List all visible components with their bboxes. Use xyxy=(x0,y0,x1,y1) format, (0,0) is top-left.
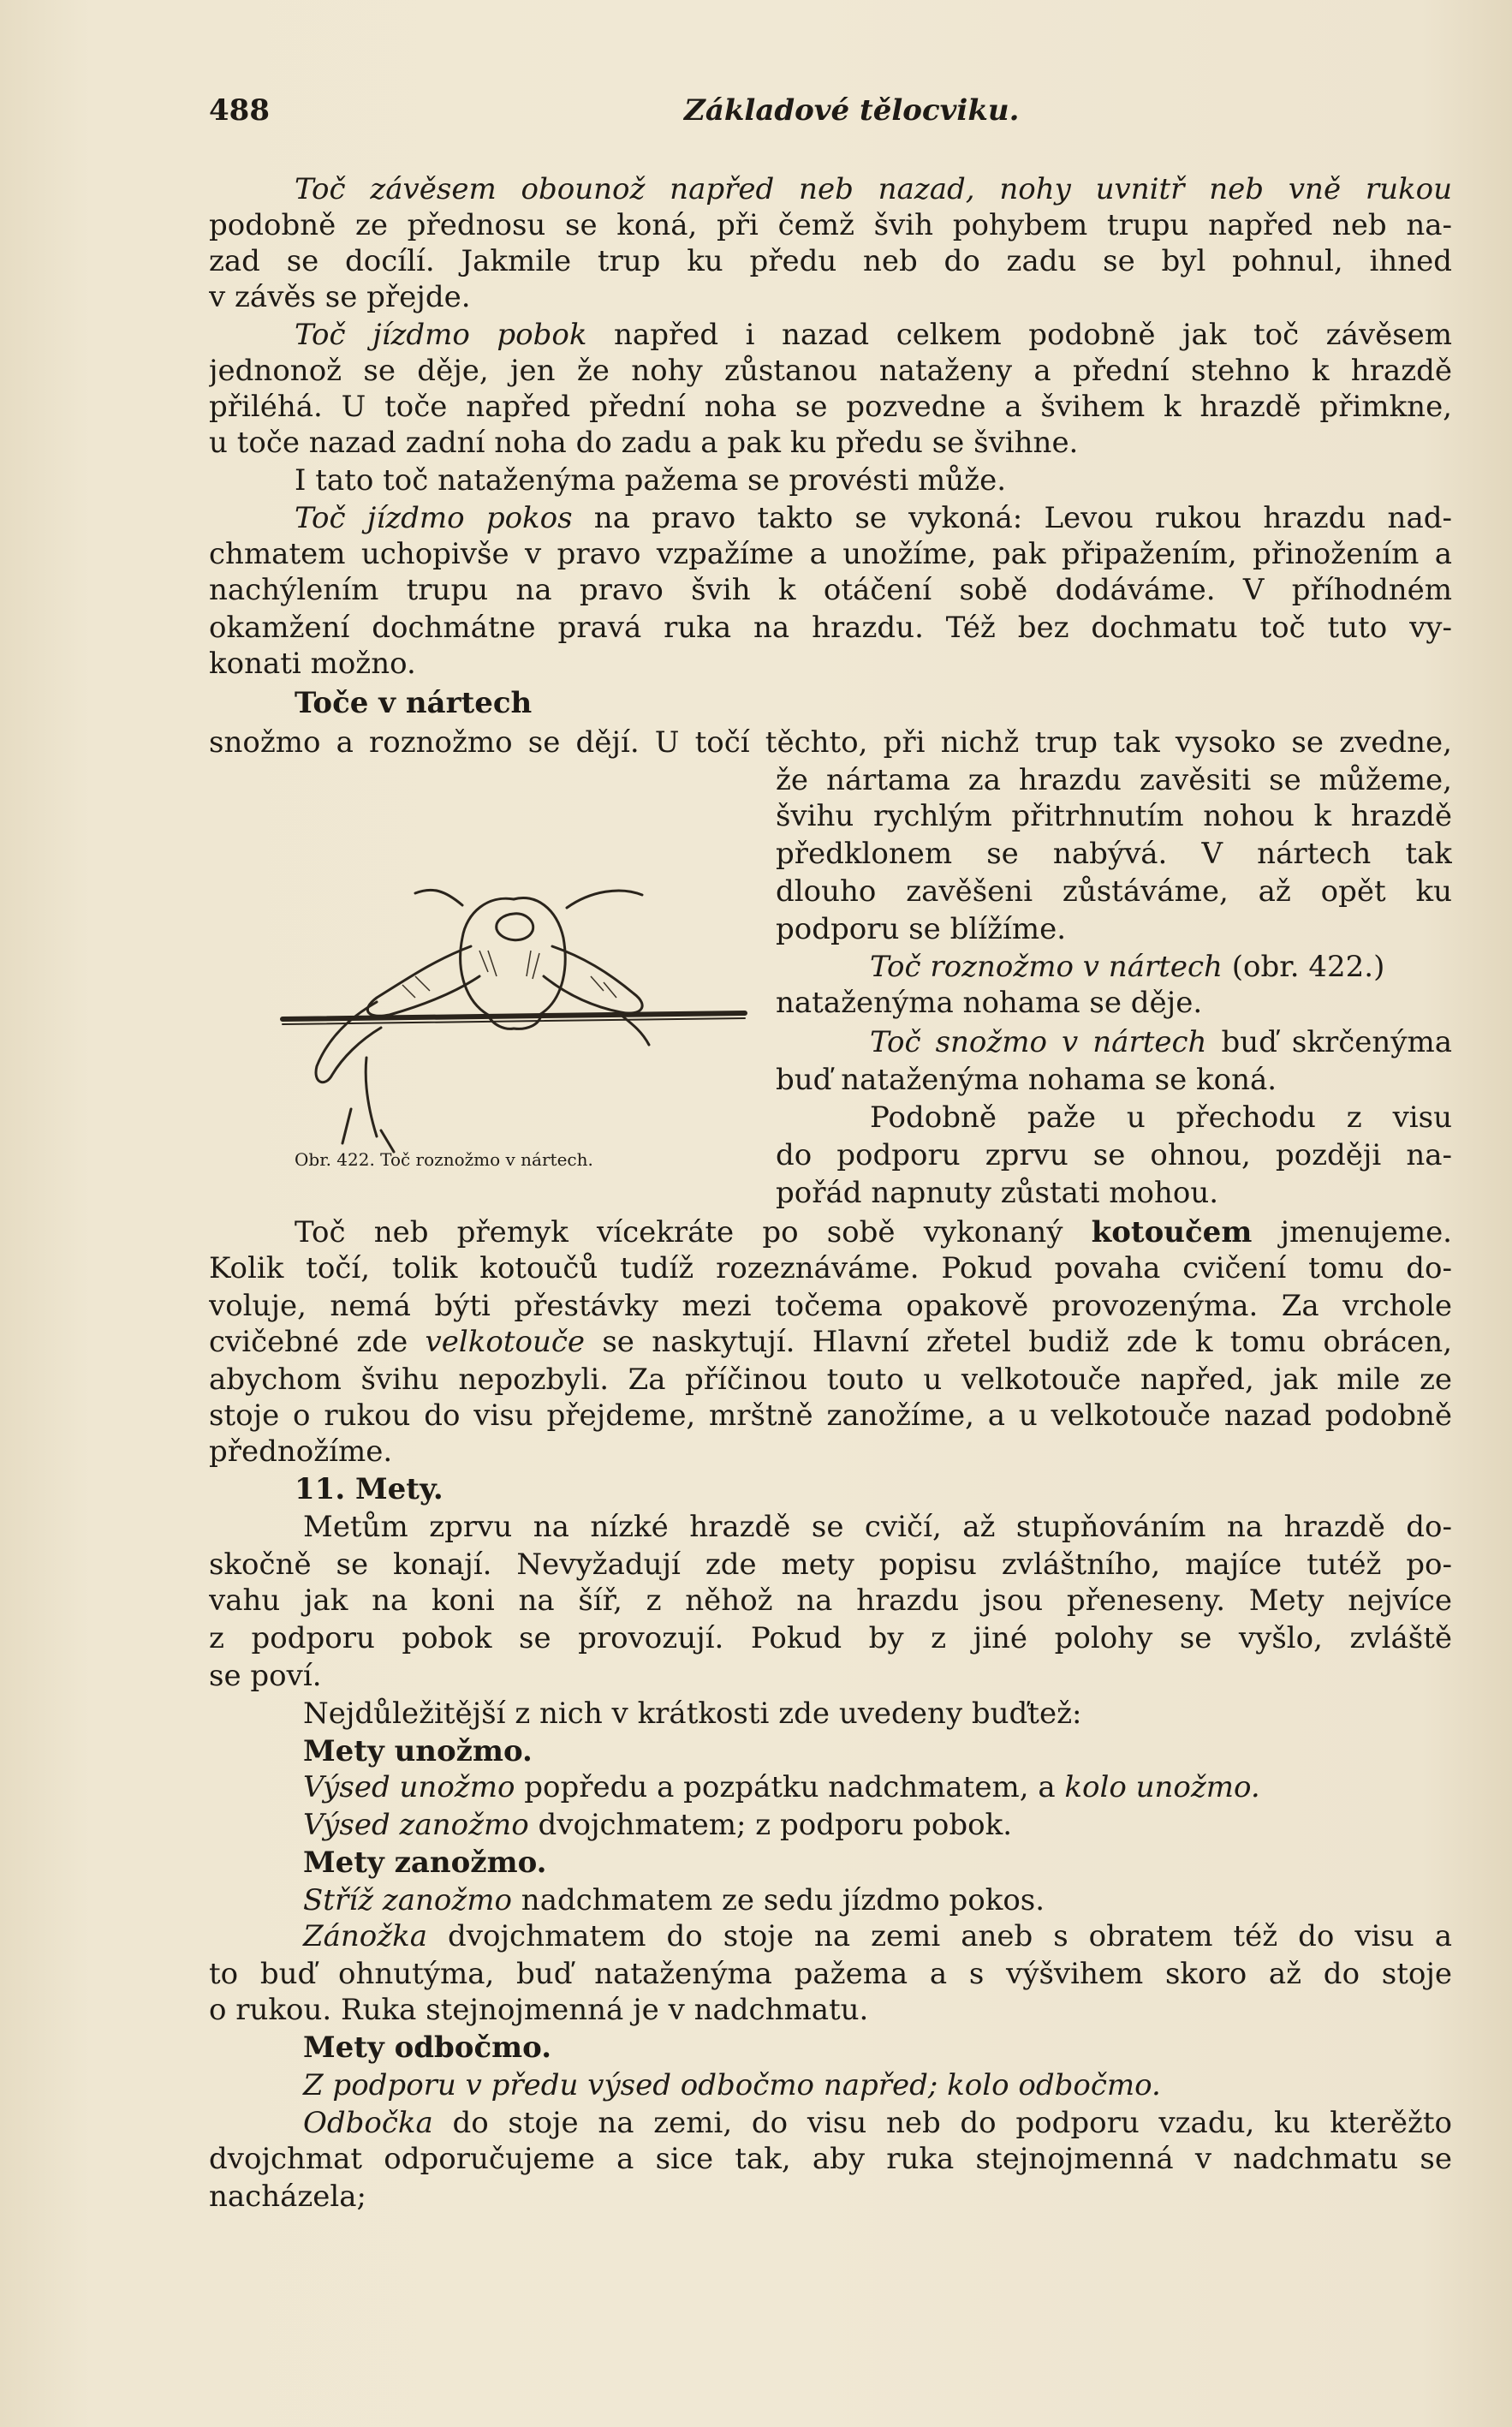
text-line-24 xyxy=(776,1024,1452,1060)
text-segment: popředu a pozpátku nadchmatem, a xyxy=(515,1770,1065,1804)
text-segment: přiléhá. U toče napřed přední noha se pozvedne a švihem k hrazdě přimkne, xyxy=(209,390,1452,424)
text-segment: Metům zprvu na nízké hrazdě se cvičí, až stupňováním na hrazdě do- xyxy=(303,1510,1452,1544)
text-segment: se naskytují. Hlavní zřetel budiž zde k tomu obrácen, xyxy=(585,1325,1452,1359)
text-line-29 xyxy=(209,1214,1452,1250)
text-line-41 xyxy=(209,1658,1452,1694)
text-segment: dlouho zavěšeni zůstáváme, až opět ku xyxy=(776,874,1452,909)
text-segment: Mety unožmo. xyxy=(303,1734,533,1768)
text-segment: vahu jak na koni na šíř, z něhož na hrazdu jsou přeneseny. Mety nejvíce xyxy=(209,1583,1452,1618)
text-line-32 xyxy=(209,1324,1452,1360)
text-line-31 xyxy=(209,1288,1452,1324)
text-segment: dvojchmatem; z podporu pobok. xyxy=(528,1808,1013,1842)
text-line-21 xyxy=(776,911,1452,947)
text-segment: do stoje na zemi, do visu neb do podporu vzadu, ku kterěžto xyxy=(432,2106,1452,2140)
text-segment: Toče v nártech xyxy=(295,686,533,720)
text-segment: konati možno. xyxy=(209,647,416,681)
text-segment: na pravo takto se vykoná: Levou rukou hrazdu nad- xyxy=(572,501,1452,535)
text-line-51 xyxy=(209,2030,1452,2066)
text-line-1 xyxy=(209,171,1452,207)
text-line-17 xyxy=(776,762,1452,798)
text-line-47 xyxy=(209,1882,1452,1918)
text-line-3 xyxy=(209,243,1452,279)
text-segment: jmenujeme. xyxy=(1252,1215,1452,1249)
text-line-9 xyxy=(209,462,1452,498)
text-line-23 xyxy=(776,985,1452,1021)
text-segment: z podporu pobok se provozují. Pokud by z jiné polohy se vyšlo, zvláště xyxy=(209,1621,1452,1655)
text-line-2 xyxy=(209,207,1452,243)
text-line-26 xyxy=(776,1100,1452,1136)
text-segment: Nejdůležitější z nich v krátkosti zde uvedeny buďtež: xyxy=(303,1697,1082,1731)
text-line-7 xyxy=(209,389,1452,425)
text-line-28 xyxy=(776,1175,1452,1211)
text-segment: Zánožka xyxy=(303,1919,428,1953)
text-segment: nacházela; xyxy=(209,2180,367,2214)
text-line-16 xyxy=(209,725,1452,760)
text-segment: (obr. 422.) xyxy=(1222,950,1385,984)
text-segment: Kolik točí, tolik kotoučů tudíž rozeznáváme. Pokud povaha cvičení tomu do- xyxy=(209,1251,1452,1285)
text-segment: předklonem se nabývá. V nártech tak xyxy=(776,837,1452,871)
text-line-55 xyxy=(209,2179,1452,2215)
text-segment: u toče nazad zadní noha do zadu a pak ku předu se švihne. xyxy=(209,426,1079,460)
text-line-52 xyxy=(209,2067,1452,2103)
text-line-42 xyxy=(209,1696,1452,1732)
text-segment: 11. Mety. xyxy=(295,1472,443,1506)
text-segment: Mety odbočmo. xyxy=(303,2030,552,2065)
text-segment: Výsed zanožmo xyxy=(303,1808,529,1842)
text-segment: v závěs se přejde. xyxy=(209,280,471,314)
text-segment: se poví. xyxy=(209,1659,322,1693)
text-segment: I tato toč nataženýma pažema se provésti může. xyxy=(295,463,1007,498)
text-segment: stoje o rukou do visu přejdeme, mrštně zanožíme, a u velkotouče nazad podobně xyxy=(209,1398,1452,1433)
text-segment: o rukou. Ruka stejnojmenná je v nadchmatu. xyxy=(209,1993,869,2027)
text-line-49 xyxy=(209,1956,1452,1992)
text-segment: cvičebné zde xyxy=(209,1325,426,1359)
text-line-15 xyxy=(209,685,1452,721)
text-line-39 xyxy=(209,1583,1452,1619)
text-segment: kolo unožmo. xyxy=(1064,1770,1260,1804)
text-line-30 xyxy=(209,1250,1452,1286)
text-line-11 xyxy=(209,536,1452,572)
gymnast-bar-illustration xyxy=(231,801,762,1160)
text-segment: Podobně paže u přechodu z visu xyxy=(870,1100,1452,1135)
text-line-10 xyxy=(209,500,1452,536)
text-line-13 xyxy=(209,610,1452,646)
text-segment: Toč snožmo v nártech xyxy=(870,1025,1207,1059)
text-line-37 xyxy=(209,1509,1452,1545)
text-line-33 xyxy=(209,1362,1452,1398)
text-line-14 xyxy=(209,646,1452,682)
text-segment: Stříž zanožmo xyxy=(303,1883,512,1917)
text-segment: švihu rychlým přitrhnutím nohou k hrazdě xyxy=(776,799,1452,833)
text-line-25 xyxy=(776,1062,1452,1098)
text-line-38 xyxy=(209,1547,1452,1583)
text-segment: buď skrčenýma xyxy=(1206,1025,1452,1059)
text-line-6 xyxy=(209,353,1452,389)
text-line-4 xyxy=(209,279,1452,315)
text-segment: snožmo a roznožmo se dějí. U točí těchto, při nichž trup tak vysoko se zvedne, xyxy=(209,725,1452,760)
text-line-50 xyxy=(209,1992,1452,2028)
text-segment: voluje, nemá býti přestávky mezi točema opakově provozenýma. Za vrchole xyxy=(209,1289,1452,1323)
text-line-27 xyxy=(776,1137,1452,1173)
text-segment: nachýlením trupu na pravo švih k otáčení sobě dodáváme. V příhodném xyxy=(209,573,1452,607)
figure-illustration xyxy=(231,801,762,1160)
text-line-43 xyxy=(209,1733,1452,1769)
text-line-45 xyxy=(209,1807,1452,1843)
text-segment: pořád napnuty zůstati mohou. xyxy=(776,1176,1219,1210)
figure-caption: Obr. 422. Toč roznožmo v nártech. xyxy=(295,1149,593,1170)
page-number: 488 xyxy=(209,93,270,128)
text-segment: dvojchmatem do stoje na zemi aneb s obratem též do visu a xyxy=(427,1919,1452,1953)
text-segment: Mety zanožmo. xyxy=(303,1846,547,1880)
text-segment: jednonož se děje, jen že nohy zůstanou nataženy a přední stehno k hrazdě xyxy=(209,354,1452,388)
text-segment: chmatem uchopivše v pravo vzpažíme a unožíme, pak připažením, přinožením a xyxy=(209,537,1452,571)
text-line-53 xyxy=(209,2105,1452,2141)
text-line-36 xyxy=(209,1471,1452,1507)
text-segment: Toč jízdmo pokos xyxy=(295,501,573,535)
text-line-19 xyxy=(776,836,1452,872)
text-segment: Toč závěsem obounož napřed neb nazad, nohy uvnitř neb vně rukou xyxy=(295,172,1452,206)
text-line-46 xyxy=(209,1845,1452,1881)
text-line-5 xyxy=(209,317,1452,353)
text-segment: napřed i nazad celkem podobně jak toč závěsem xyxy=(586,318,1452,352)
page-header xyxy=(209,92,1452,128)
text-segment: Toč jízdmo pobok xyxy=(295,318,587,352)
text-line-22 xyxy=(776,949,1452,985)
text-line-8 xyxy=(209,425,1452,461)
text-line-12 xyxy=(209,572,1452,608)
text-segment: dvojchmat odporučujeme a sice tak, aby ruka stejnojmenná v nadchmatu se xyxy=(209,2142,1452,2176)
text-segment: kotoučem xyxy=(1091,1215,1253,1249)
text-line-34 xyxy=(209,1398,1452,1434)
text-segment: že nártama za hrazdu zavěsiti se můžeme, xyxy=(776,763,1452,797)
text-segment: abychom švihu nepozbyli. Za příčinou touto u velkotouče napřed, jak mile ze xyxy=(209,1363,1452,1397)
text-segment: nadchmatem ze sedu jízdmo pokos. xyxy=(511,1883,1045,1917)
text-segment: Toč neb přemyk vícekráte po sobě vykonaný xyxy=(295,1215,1092,1249)
text-segment: Toč roznožmo v nártech xyxy=(870,950,1223,984)
text-line-35 xyxy=(209,1434,1452,1470)
text-line-44 xyxy=(209,1769,1452,1805)
text-segment: podobně ze přednosu se koná, při čemž švih pohybem trupu napřed neb na- xyxy=(209,208,1452,242)
text-segment: Z podporu v předu výsed odbočmo napřed; kolo odbočmo. xyxy=(303,2068,1161,2102)
text-segment: okamžení dochmátne pravá ruka na hrazdu. Též bez dochmatu toč tuto vy- xyxy=(209,611,1452,645)
text-segment: zad se docílí. Jakmile trup ku předu neb do zadu se byl pohnul, ihned xyxy=(209,244,1452,278)
text-segment: nataženýma nohama se děje. xyxy=(776,986,1203,1020)
text-line-54 xyxy=(209,2141,1452,2177)
text-segment: Odbočka xyxy=(303,2106,433,2140)
text-line-20 xyxy=(776,874,1452,909)
text-segment: skočně se konají. Nevyžadují zde mety popisu zvláštního, majíce tutéž po- xyxy=(209,1547,1452,1582)
text-segment: velkotouče xyxy=(425,1325,586,1359)
text-line-18 xyxy=(776,798,1452,834)
text-line-40 xyxy=(209,1620,1452,1656)
text-segment: buď nataženýma nohama se koná. xyxy=(776,1063,1277,1097)
text-segment: do podporu zprvu se ohnou, později na- xyxy=(776,1138,1452,1172)
running-title: Základové tělocviku. xyxy=(684,93,1020,128)
text-line-48 xyxy=(209,1918,1452,1954)
text-segment: přednožíme. xyxy=(209,1434,393,1469)
text-segment: podporu se blížíme. xyxy=(776,912,1067,946)
text-segment: Výsed unožmo xyxy=(303,1770,515,1804)
text-segment: to buď ohnutýma, buď nataženýma pažema a s výšvihem skoro až do stoje xyxy=(209,1957,1452,1991)
